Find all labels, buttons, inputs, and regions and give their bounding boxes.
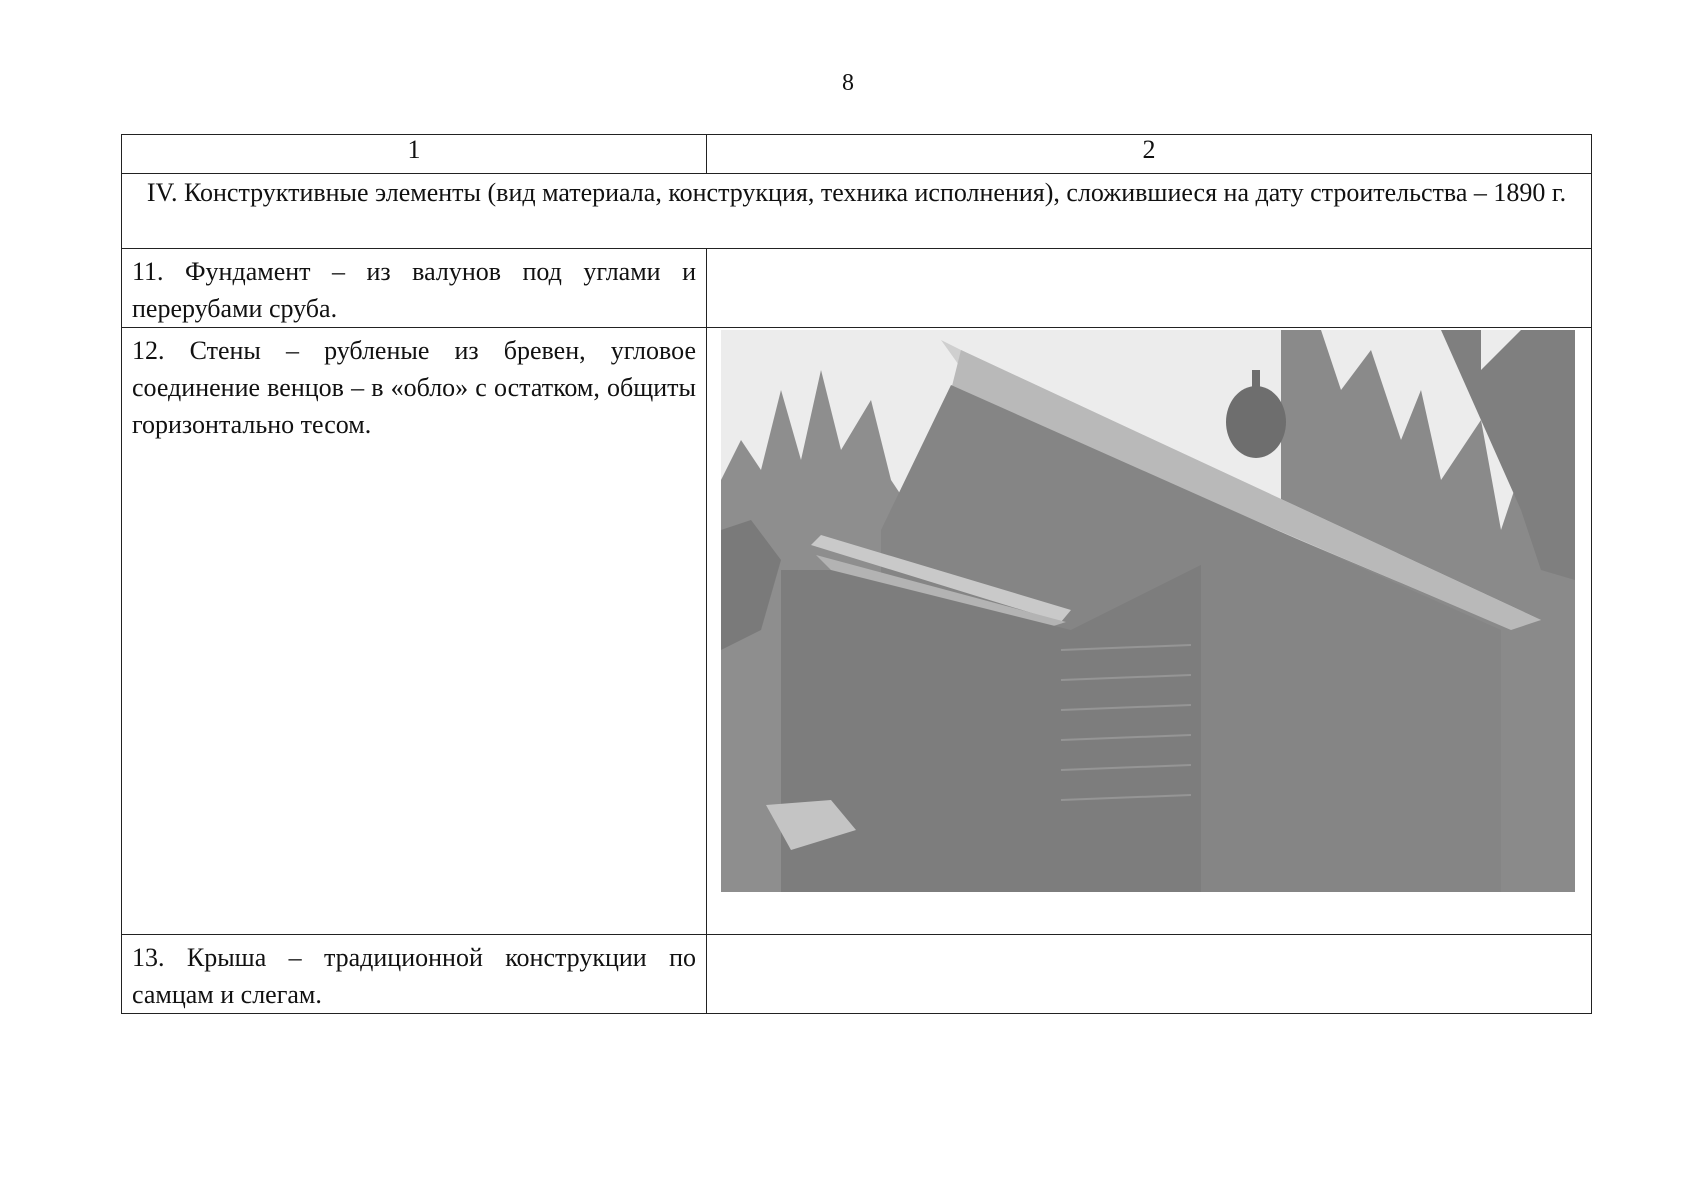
construction-elements-table: [121, 134, 1592, 1014]
section-row: [122, 174, 1592, 249]
building-photo: [721, 330, 1575, 892]
header-row: [122, 135, 1592, 174]
row-12-photo-cell: [707, 328, 1592, 935]
row-11-cell: [122, 249, 707, 328]
row-13-empty-cell: [707, 935, 1592, 1014]
table-row: [122, 328, 1592, 935]
table-row: [122, 935, 1592, 1014]
row-12-cell: [122, 328, 707, 935]
row-11-text: 11. Фундамент – из валунов под углами и перерубами сруба.: [132, 257, 696, 323]
section-title: IV. Конструктивные элементы (вид материала, конструкция, техника исполнения), сложившиеся на дату строительства – 1890 г.: [122, 174, 1592, 249]
row-13-text: 13. Крыша – традиционной конструкции по самцам и слегам.: [132, 943, 696, 1009]
row-12-text: 12. Стены – рубленые из бревен, угловое соединение венцов – в «обло» с остатком, общиты горизонтально тесом.: [132, 336, 696, 439]
column-header-1: 1: [122, 135, 707, 174]
column-header-2: 2: [707, 135, 1592, 174]
row-11-empty-cell: [707, 249, 1592, 328]
page-number: 8: [842, 70, 854, 96]
row-13-cell: [122, 935, 707, 1014]
table-row: [122, 249, 1592, 328]
